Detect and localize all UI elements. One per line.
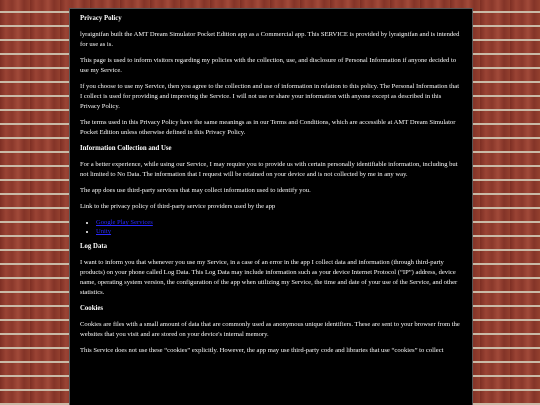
unity-link[interactable]: Unity bbox=[96, 228, 112, 235]
log-data-heading: Log Data bbox=[80, 243, 107, 250]
intro-paragraph-2: This page is used to inform visitors regarding my policies with the collection, use, and disclosure of Personal Information if anyone decided to use my Service. bbox=[80, 57, 457, 74]
log-paragraph-1: I want to inform you that whenever you use my Service, in a case of an error in the app I collect data and information (through third-party products) on your phone called Log Data. This Log Data may include information such as your device Internet Protocol (“IP”) address, device name, operating system version, the configuration of the app when utilizing my Service, the time and date of your use of the Service, and other statistics. bbox=[80, 259, 458, 296]
list-item bbox=[96, 218, 462, 227]
intro-paragraph-1: lyraignifan built the AMT Dream Simulator Pocket Edition app as a Commercial app. This SERVICE is provided by lyraignifan and is intended for use as is. bbox=[80, 31, 460, 48]
info-paragraph-3: Link to the privacy policy of third-party service providers used by the app bbox=[80, 203, 276, 210]
intro-paragraph-3: If you choose to use my Service, then you agree to the collection and use of information in relation to this policy. The Personal Information that I collect is used for providing and improving the Service. I will not use or share your information with anyone except as described in this Privacy Policy. bbox=[80, 83, 460, 110]
list-item bbox=[96, 227, 462, 236]
privacy-policy-panel bbox=[69, 8, 473, 405]
cookies-paragraph-2: This Service does not use these “cookies” explicitly. However, the app may use third-party code and libraries that use “cookies” to collect bbox=[80, 347, 444, 354]
intro-paragraph-4: The terms used in this Privacy Policy have the same meanings as in our Terms and Conditions, which are accessible at AMT Dream Simulator Pocket Edition unless otherwise defined in this Privacy Policy. bbox=[80, 119, 456, 136]
cookies-heading: Cookies bbox=[80, 305, 104, 312]
info-paragraph-1: For a better experience, while using our Service, I may require you to provide us with certain personally identifiable information, including but not limited to No Data. The information that I request will be retained on your device and is not collected by me in any way. bbox=[80, 161, 458, 178]
page-title: Privacy Policy bbox=[80, 15, 122, 22]
info-paragraph-2: The app does use third-party services that may collect information used to identify you. bbox=[80, 187, 311, 194]
cookies-paragraph-1: Cookies are files with a small amount of data that are commonly used as anonymous unique identifiers. These are sent to your browser from the websites that you visit and are stored on your device's internal memory. bbox=[80, 321, 460, 338]
info-collection-heading: Information Collection and Use bbox=[80, 145, 172, 152]
third-party-list bbox=[80, 218, 462, 236]
google-play-services-link[interactable]: Google Play Services bbox=[96, 219, 153, 226]
